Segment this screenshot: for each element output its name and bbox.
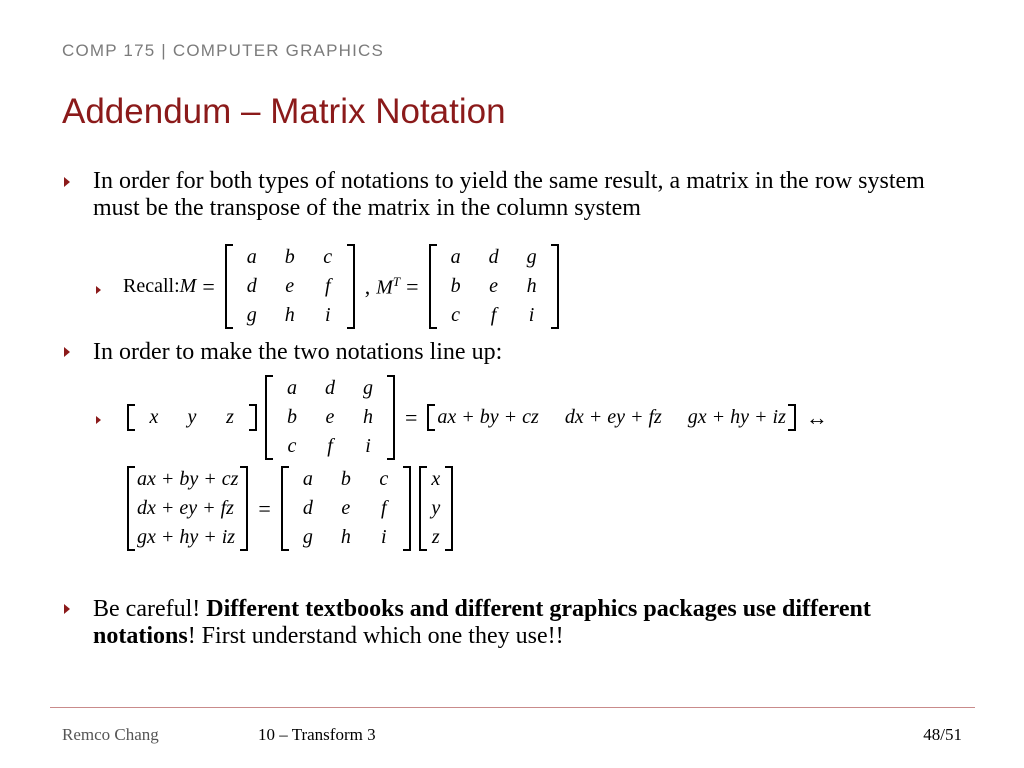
slide-title: Addendum – Matrix Notation xyxy=(62,92,506,131)
matrix-cell: c xyxy=(379,468,389,490)
equals-sign: = xyxy=(406,273,419,299)
matrix-cell: g xyxy=(526,246,537,268)
vector-cell: dx + ey + fz xyxy=(137,497,234,519)
matrix-cell: f xyxy=(327,435,333,457)
footer-lecture: 10 – Transform 3 xyxy=(258,725,376,744)
matrix-cell: c xyxy=(323,246,333,268)
vector-cell: y xyxy=(187,406,197,428)
row-system-equation xyxy=(123,375,834,460)
double-arrow-icon: ↔ xyxy=(805,404,828,430)
course-header: COMP 175 | COMPUTER GRAPHICS xyxy=(62,41,385,60)
matrix-cell: h xyxy=(363,406,373,428)
vector-cell: y xyxy=(431,497,441,519)
row-vector xyxy=(127,404,257,431)
vector-cell: gx + hy + iz xyxy=(687,406,786,428)
matrix-cell: e xyxy=(325,406,335,428)
row-result-vector xyxy=(427,404,795,431)
matrix-cell: a xyxy=(450,246,461,268)
matrix-cell: e xyxy=(341,497,351,519)
vector-cell: gx + hy + iz xyxy=(137,526,236,548)
matrix-cell: i xyxy=(365,435,371,457)
footer-author: Remco Chang xyxy=(62,725,159,744)
bullet-arrow-icon xyxy=(64,347,70,357)
bullet-careful xyxy=(93,596,973,650)
mt-base: M xyxy=(376,276,393,299)
matrix-cell: b xyxy=(287,406,297,428)
matrix-cell: g xyxy=(302,526,313,548)
matrix-cell: f xyxy=(324,275,331,297)
matrix-cell: c xyxy=(287,435,297,457)
vector-cell: x xyxy=(149,406,159,428)
vector-cell: z xyxy=(431,526,440,548)
matrix-cell: c xyxy=(451,304,460,326)
careful-prefix: Be careful! xyxy=(93,596,207,622)
matrix-m xyxy=(225,244,355,329)
column-result-vector xyxy=(127,466,248,551)
matrix-m-symbol: M xyxy=(179,275,197,297)
matrix-cell: f xyxy=(381,497,387,519)
sub-bullet-arrow-icon xyxy=(96,286,101,294)
matrix-cell: d xyxy=(246,275,257,297)
matrix-mt-row xyxy=(265,375,395,460)
matrix-cell: d xyxy=(325,377,335,399)
careful-suffix: ! First understand which one they use!! xyxy=(187,623,564,649)
matrix-m-column xyxy=(281,466,411,551)
footer-divider xyxy=(50,707,975,708)
equals-sign: = xyxy=(405,404,418,430)
vector-cell: ax + by + cz xyxy=(137,468,239,490)
matrix-cell: h xyxy=(340,526,351,548)
footer-page-number: 48/51 xyxy=(923,725,962,744)
matrix-cell: d xyxy=(302,497,313,519)
recall-row xyxy=(123,244,563,329)
matrix-cell: d xyxy=(488,246,499,268)
matrix-mt-symbol xyxy=(376,274,400,300)
column-vector xyxy=(419,466,453,551)
sub-bullet-arrow-icon xyxy=(96,416,101,424)
transpose-superscript: T xyxy=(392,273,401,289)
matrix-cell: e xyxy=(285,275,295,297)
matrix-mt xyxy=(429,244,559,329)
equals-sign: = xyxy=(202,273,215,299)
matrix-cell: g xyxy=(246,304,257,326)
matrix-cell: g xyxy=(363,377,373,399)
column-system-equation xyxy=(123,466,457,551)
matrix-cell: i xyxy=(528,304,535,326)
bullet-arrow-icon xyxy=(64,177,70,187)
bullet-transpose: In order for both types of notations to yield the same result, a matrix in the row system must be the transpose of the matrix in the column system xyxy=(93,168,925,221)
bullet-arrow-icon xyxy=(64,604,70,614)
matrix-cell: f xyxy=(490,304,497,326)
matrix-cell: b xyxy=(340,468,351,490)
matrix-cell: i xyxy=(324,304,331,326)
matrix-cell: a xyxy=(287,377,297,399)
comma: , xyxy=(364,273,371,299)
matrix-cell: e xyxy=(489,275,498,297)
matrix-cell: b xyxy=(284,246,295,268)
matrix-cell: h xyxy=(284,304,295,326)
vector-cell: dx + ey + fz xyxy=(564,406,662,428)
matrix-cell: i xyxy=(381,526,387,548)
matrix-cell: h xyxy=(526,275,537,297)
matrix-cell: b xyxy=(450,275,461,297)
matrix-cell: a xyxy=(302,468,313,490)
bullet-line-up: In order to make the two notations line up: xyxy=(93,339,503,365)
equals-sign: = xyxy=(258,495,271,521)
vector-cell: z xyxy=(226,406,234,428)
vector-cell: x xyxy=(431,468,441,490)
careful-bold-text: Different textbooks and different graphics packages use different notations xyxy=(93,596,871,649)
matrix-cell: a xyxy=(246,246,257,268)
vector-cell: ax + by + cz xyxy=(437,406,539,428)
recall-label: Recall: xyxy=(123,275,180,297)
